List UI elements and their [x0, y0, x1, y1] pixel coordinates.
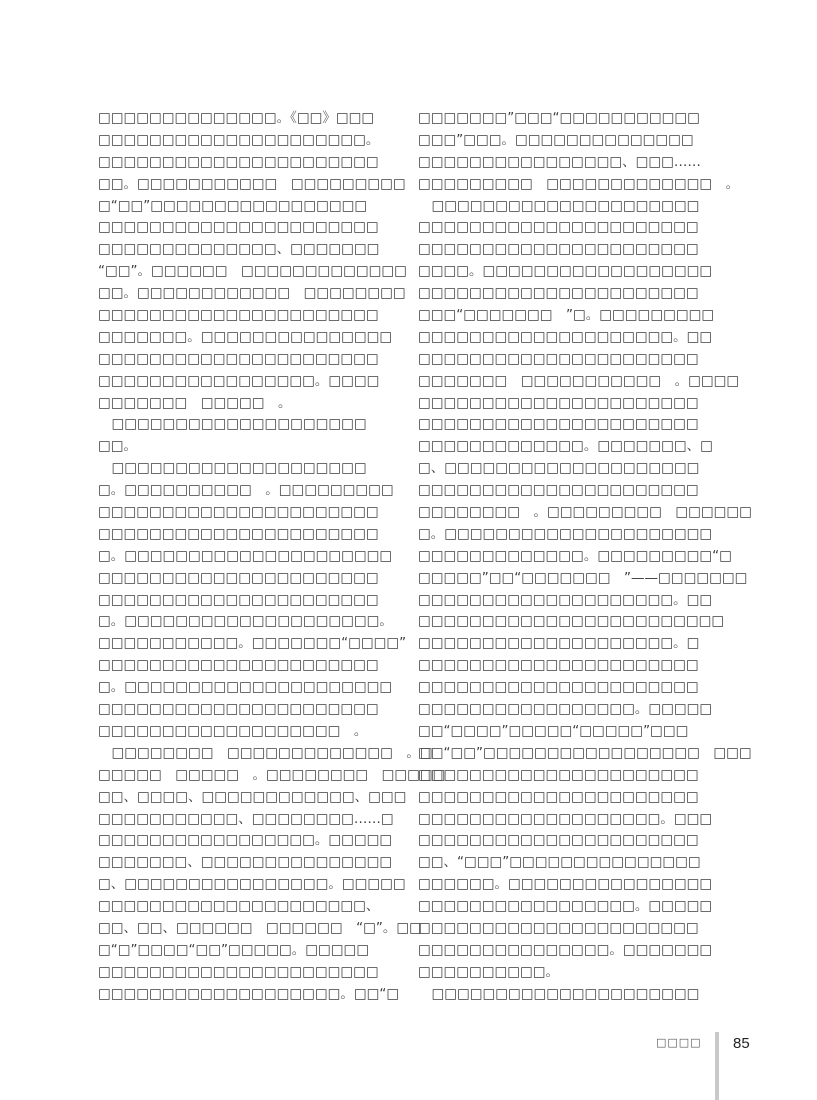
text-line: □□□□□□□□□□□□□□□□□□□□。□□ — [418, 591, 713, 608]
text-line: □□□□□□□ □□□□□ 。 — [98, 394, 292, 411]
text-line: □□□□□□□□□□□□□□□□□□□□□□ — [418, 679, 699, 696]
text-line: □□□□□□□□□ □□□□□□□□□□□□□ 。 — [418, 175, 740, 192]
text-line: □□□□□□□□□□□□□□□□□□□□□□ — [418, 919, 699, 936]
text-line: □□□□□□□□□□□□□□□□□□□□□□ — [98, 701, 379, 718]
text-line: □□□□□□□□□□。 — [418, 963, 560, 980]
text-line: □□□□□□□□□□□□□□□□□□□□□ — [418, 197, 700, 214]
text-line: □□□□□□□□□□□□□□。《□□》□□□ — [98, 110, 375, 126]
text-line: □□□□□□□□□□□□□□□□□□□□□□ — [418, 766, 699, 783]
text-line: □□、“□□□”□□□□□□□□□□□□□□□ — [418, 854, 701, 871]
text-line: □□□□□□□□□□□□□□□□□。□□□□ — [98, 372, 380, 389]
text-line: □□□□□□□□□□□□□□□□□。□□□□□ — [418, 898, 713, 915]
text-line: □□□□□□□□□□□□□□□□□□□□□□ — [418, 788, 699, 805]
text-line: □□□□□□□□□□□□□□□□□□□□□□ — [418, 416, 699, 433]
text-line: □□□□□□□□□□□□□□□□□□□□□、 — [98, 898, 380, 915]
page-number: 85 — [733, 1035, 750, 1052]
text-line: □□。□□□□□□□□□□□ □□□□□□□□□ — [98, 175, 406, 192]
text-line: □□□□□□□□□□□□□□□□□□□ 。 — [98, 722, 368, 739]
text-line: □□“□□□□”□□□□□“□□□□□”□□□ — [418, 722, 689, 739]
text-line: □□□□□□□□□□□□□□□□□□□□。□ — [418, 635, 700, 652]
text-line: □□□□□□□□□□□□□□□□□□□□□□ — [418, 394, 699, 411]
text-line: □□□□□□□□□□□□□□□□□□□□ — [98, 460, 367, 477]
text-line: □□“□□”□□□□□□□□□□□□□□□□□ □□□ — [418, 744, 752, 761]
text-line: □□□□□□□□ 。□□□□□□□□□ □□□□□□ — [418, 504, 752, 521]
text-line: □□□□□□□□□□□□□□□□□□□□□□ — [418, 219, 699, 236]
text-line: □□□□□□□ □□□□□□□□□□□ 。□□□□ — [418, 372, 740, 389]
text-line: □□□□□□□。□□□□□□□□□□□□□□□ — [98, 328, 393, 345]
text-line: “□□”。□□□□□□ □□□□□□□□□□□□□ — [98, 263, 407, 280]
text-line: □□□□□□□□□□□□□□□□□□□□□□ — [98, 504, 379, 521]
text-line: □□□□□□□□□□□□□□□□□□□□□□ — [418, 350, 699, 367]
text-line: □□□□□□□、□□□□□□□□□□□□□□□ — [98, 854, 393, 871]
right-text-column — [418, 108, 752, 1006]
running-footer-label: □□□□ — [656, 1036, 702, 1049]
text-line: □□□□□□□□□□□□□□□□□□□。□□□ — [418, 810, 713, 827]
left-text-column — [98, 108, 446, 1006]
text-line: □□、□□、□□□□□□ □□□□□□ “□”。□□ — [98, 919, 422, 936]
text-line: □□□□□□□□□□□□□□□□□□□□□□ — [418, 241, 699, 258]
text-line: □□、□□□□、□□□□□□□□□□□□、□□□ — [98, 788, 407, 805]
text-line: □、□□□□□□□□□□□□□□□□。□□□□□ — [98, 876, 406, 893]
text-line: □。□□□□□□□□□□□□□□□□□□□□□ — [98, 679, 393, 696]
text-line: □□□□□□□□□□□□□□□□□□□□□□ — [418, 657, 699, 674]
text-line: □□□□□□□□□□□□□□□□□□□□ — [98, 416, 367, 433]
text-line: □□□□□□□□□□□□□□□□、□□□…… — [418, 153, 701, 170]
text-line: □□□□□□□□□□□□□□□□□□□□□□ — [98, 153, 379, 170]
text-line: □□□“□□□□□□□ ”□。□□□□□□□□□ — [418, 307, 715, 324]
text-line: □□□□□□□□□□□□□□□□□□□□□ — [418, 985, 700, 1002]
text-line: □□。□□□□□□□□□□□□ □□□□□□□□ — [98, 285, 406, 302]
text-line: □□□□□□□”□□□“□□□□□□□□□□□ — [418, 110, 700, 126]
text-line: □□□□。□□□□□□□□□□□□□□□□□□ — [418, 263, 713, 280]
text-line: □□□□□□□□□□□□□□□□□□□□□□ — [98, 657, 379, 674]
text-line: □“□□”□□□□□□□□□□□□□□□□□ — [98, 197, 368, 214]
text-line: □□□”□□□。□□□□□□□□□□□□□□ — [418, 131, 694, 148]
text-line: □□□□□□□□□□□□□□□□□□□□□□ — [418, 482, 699, 499]
text-line: □□□□□□□□□□□□□□□□□。□□□□□ — [98, 832, 393, 849]
text-line: □□□□□□□□□□□□□□□□□□□□□□ — [98, 307, 379, 324]
text-line: □□□□□□□□□□□□□□□□□□□□□□ — [98, 350, 379, 367]
text-line: □□□□□□□□□□□□□□□□□□□□□□ — [98, 591, 379, 608]
text-line: □□□□□□□□□□□□□□□□□。□□□□□ — [418, 701, 713, 718]
text-line: □□□□□ □□□□□ 。□□□□□□□□ □□□□□ — [98, 766, 446, 783]
text-line: □□□□□□□□□□□□□□□□□□□□□□ — [98, 963, 379, 980]
text-line: □□□□□□□□□□□□□□、□□□□□□□ — [98, 241, 380, 258]
text-line: □□□□□□□□□□□□□□□。□□□□□□□ — [418, 941, 713, 958]
text-line: □。□□□□□□□□□□ 。□□□□□□□□□ — [98, 482, 394, 499]
text-line: □□□□□□□□□□□、□□□□□□□□……□ — [98, 810, 394, 827]
text-line: □□□□□□□□□□□□□□□□□□□□□□ — [98, 219, 379, 236]
text-line: □“□”□□□□“□□”□□□□□。□□□□□ — [98, 941, 370, 958]
text-line: □□□□□□。□□□□□□□□□□□□□□□□ — [418, 876, 713, 893]
text-line: □□□□□□□□□□□□□□□□□□□□□□ — [418, 285, 699, 302]
text-line: □□□□□□□□□□□□□□□□□□□□。□□ — [418, 328, 713, 345]
text-line: □□□□□□□□□□□□□□□□□□□□□□ — [418, 832, 699, 849]
text-line: □□□□□□□□□□□□□。□□□□□□□、□ — [418, 438, 713, 455]
footer-divider — [715, 1032, 719, 1100]
text-line: □□□□□”□□“□□□□□□□ ”——□□□□□□□ — [418, 569, 748, 586]
text-line: □□□□□□□□□□□□□□□□□□□□□□ — [98, 569, 379, 586]
text-line: □□□□□□□□□□□□□□□□□□□。□□“□ — [98, 985, 400, 1002]
text-line: □□□□□□□□□□□□□。□□□□□□□□□“□ — [418, 547, 732, 564]
text-line: □□。 — [98, 438, 138, 455]
text-line: □□□□□□□□□□□□□□□□□□□□□□ — [98, 525, 379, 542]
text-line: □。□□□□□□□□□□□□□□□□□□□□。 — [98, 613, 393, 630]
text-line: □□□□□□□□ □□□□□□□□□□□□□ 。□ — [98, 744, 433, 761]
text-line: □。□□□□□□□□□□□□□□□□□□□□□ — [418, 525, 713, 542]
text-line: □□□□□□□□□□□。□□□□□□□“□□□□” — [98, 635, 407, 652]
text-line: □。□□□□□□□□□□□□□□□□□□□□□ — [98, 547, 393, 564]
text-line: □、□□□□□□□□□□□□□□□□□□□□ — [418, 460, 700, 477]
text-line: □□□□□□□□□□□□□□□□□□□□□。 — [98, 131, 380, 148]
text-line: □□□□□□□□□□□□□□□□□□□□□□□□ — [418, 613, 725, 630]
